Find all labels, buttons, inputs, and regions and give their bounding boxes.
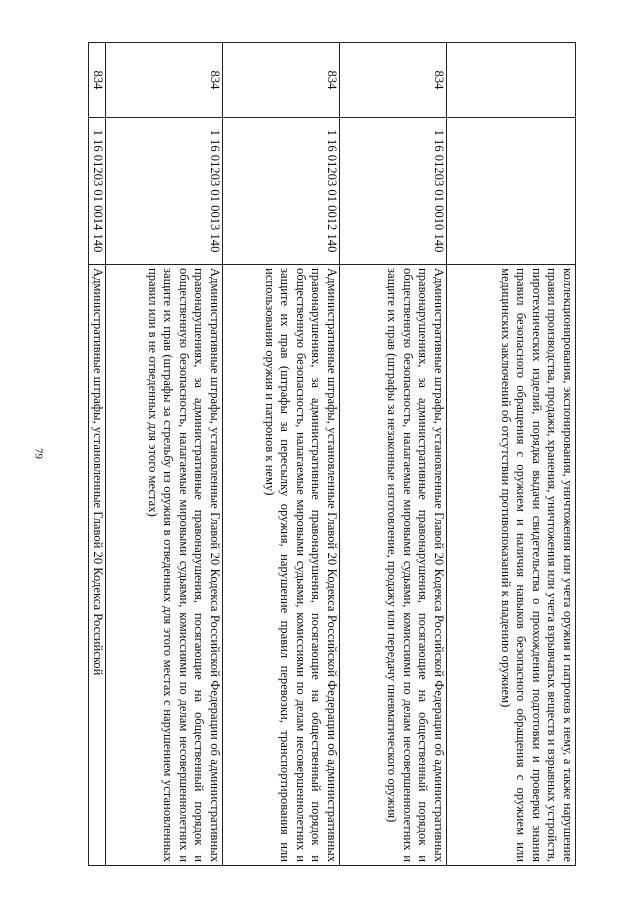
kbk-code-cell: 1 16 01203 01 0014 140 <box>89 118 106 265</box>
description-cell <box>340 265 447 866</box>
kbk-code-cell <box>447 118 576 265</box>
admin-code-cell: 834 <box>106 43 223 118</box>
table-row <box>340 43 447 866</box>
admin-code-cell: 834 <box>223 43 340 118</box>
document-table-area <box>62 42 576 866</box>
table-row <box>223 43 340 866</box>
kbk-code-cell: 1 16 01203 01 0012 140 <box>223 118 340 265</box>
description-text: Административные штрафы, установленные Главой 20 Кодекса Российской <box>91 268 105 676</box>
description-cell <box>89 265 106 866</box>
description-text: Административные штрафы, установленные Главой 20 Кодекса Российской Федерации об административных правонарушениях, за административные правонарушения, посягающие на общественный порядок и общественную безопасность, налагаемые мировыми судьями, комиссиями по делам несовершеннолетних и защите их прав (штрафы за стрельбу из оружия в отведенных для этого местах с нарушением установленных правил или в не отведенных для этого местах) <box>145 268 222 862</box>
table-row <box>89 43 106 866</box>
description-cell <box>106 265 223 866</box>
rotated-sheet <box>62 42 576 866</box>
admin-code-cell: 834 <box>340 43 447 118</box>
table-row <box>447 43 576 866</box>
description-cell <box>223 265 340 866</box>
kbk-code-cell: 1 16 01203 01 0013 140 <box>106 118 223 265</box>
admin-code-cell <box>447 43 576 118</box>
description-text: Административные штрафы, установленные Главой 20 Кодекса Российской Федерации об административных правонарушениях, за административные правонарушения, посягающие на общественный порядок и общественную безопасность, налагаемые мировыми судьями, комиссиями по делам несовершеннолетних и защите их прав (штрафы за пересылку оружия, нарушение правил перевозки, транспортирования или использования оружия и патронов к нему) <box>262 268 339 862</box>
table-row <box>106 43 223 866</box>
description-text: коллекционирования, экспонирования, уничтожения или учета оружия и патронов к нему, а также нарушение правил производства, продажи, хранения, уничтожения или учета взрывчатых веществ и взрывных устройств, пиротехнических изделий, порядка выдачи свидетельства о прохождении подготовки и проверки знания правил безопасного обращения с оружием и наличия навыков безопасного обращения с оружием или медицинских заключений об отсутствии противопоказаний к владению оружием) <box>498 268 575 862</box>
description-text: Административные штрафы, установленные Главой 20 Кодекса Российской Федерации об административных правонарушениях, за административные правонарушения, посягающие на общественный порядок и общественную безопасность, налагаемые мировыми судьями, комиссиями по делам несовершеннолетних и защите их прав (штрафы за незаконные изготовление, продажу или передачу пневматического оружия) <box>385 268 446 862</box>
budget-codes-table <box>88 42 576 866</box>
kbk-code-cell: 1 16 01203 01 0010 140 <box>340 118 447 265</box>
description-cell <box>447 265 576 866</box>
page-number: 79 <box>32 448 45 459</box>
admin-code-cell: 834 <box>89 43 106 118</box>
